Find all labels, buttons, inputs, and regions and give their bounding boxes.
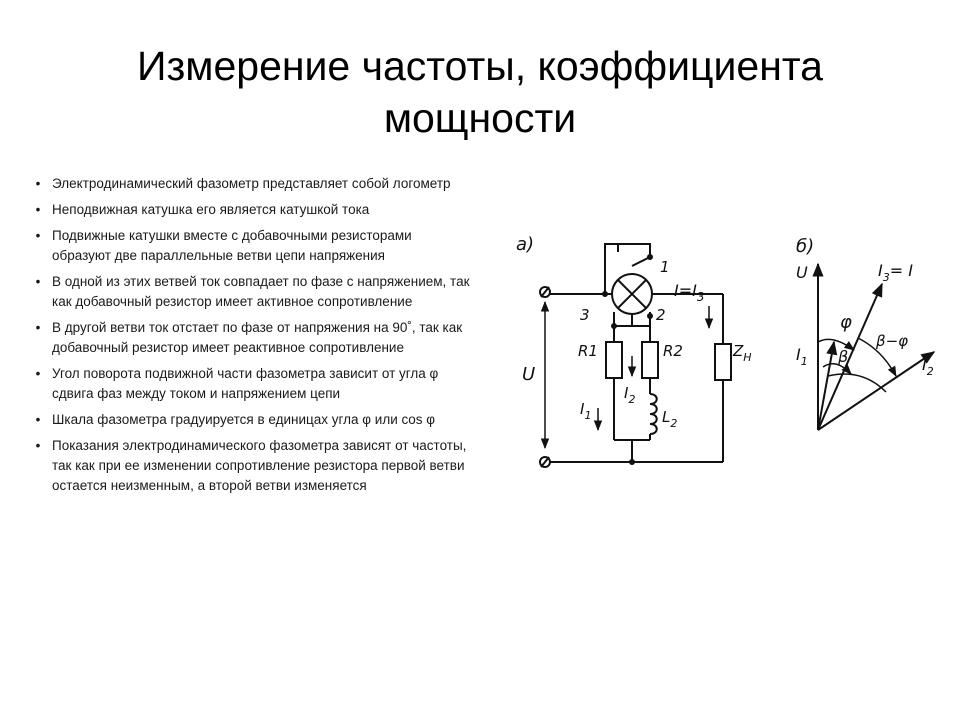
load-label-z: $Z_Н$ bbox=[733, 342, 752, 364]
bullet-item bbox=[30, 226, 470, 266]
circuit-arrows bbox=[545, 302, 709, 448]
circuit-labels bbox=[516, 234, 752, 430]
vector-label-b: б) bbox=[796, 236, 815, 257]
circuit-schematic bbox=[540, 244, 731, 467]
bullet-text: Показания электродинамического фазометра зависят от частоты, так как при ее изменении сопротивление резистора первой ветви остается неизменным, а второй ветви изменяется bbox=[52, 438, 467, 493]
bullet-glyph: • bbox=[35, 412, 41, 427]
node-dot bbox=[647, 254, 653, 260]
phasemeter-diagram bbox=[510, 222, 950, 474]
bullet-item bbox=[30, 318, 470, 358]
current-label-i1: $I_1$ bbox=[580, 400, 592, 422]
load-resistor-zn bbox=[715, 344, 731, 380]
angle-arc-phi bbox=[818, 339, 854, 350]
bullet-text: Неподвижная катушка его является катушкой тока bbox=[52, 202, 370, 217]
bullet-glyph: • bbox=[35, 202, 41, 217]
bullet-text: В одной из этих ветвей ток совпадает по фазе с напряжением, так как добавочный резистор имеет активное сопротивление bbox=[52, 274, 470, 309]
vector-label-i2: $I_2$ bbox=[922, 355, 934, 378]
bullet-item bbox=[30, 272, 470, 312]
slide-title: Измерение частоты, коэффициента мощности bbox=[137, 43, 823, 141]
resistor-r1 bbox=[606, 342, 622, 378]
vector-label-beta: β bbox=[838, 347, 849, 366]
inductor-l2 bbox=[650, 394, 657, 434]
bullet-item bbox=[30, 436, 470, 496]
coil-label-1: 1 bbox=[660, 258, 670, 276]
vector-label-u: U bbox=[796, 263, 808, 282]
bullet-glyph: • bbox=[35, 176, 41, 191]
node-dot bbox=[647, 313, 653, 319]
coil-label-3: 3 bbox=[580, 306, 590, 324]
coil-label-2: 2 bbox=[656, 306, 666, 324]
bullet-text: Электродинамический фазометр представляет собой логометр bbox=[52, 176, 451, 191]
voltage-label-u: U bbox=[522, 364, 536, 385]
vector-i1 bbox=[818, 342, 834, 430]
bullet-item bbox=[30, 174, 470, 194]
bullet-item bbox=[30, 364, 470, 404]
bullet-text: Подвижные катушки вместе с добавочными резисторами образуют две параллельные ветви цепи напряжения bbox=[52, 228, 412, 263]
bullet-list bbox=[30, 174, 470, 502]
bullet-text: Шкала фазометра градуируется в единицах угла φ или cos φ bbox=[52, 412, 436, 427]
vector-label-phi: φ bbox=[840, 312, 852, 333]
vector-labels bbox=[796, 236, 934, 378]
current-label-i: $I=I_3$ bbox=[674, 281, 705, 304]
bullet-item bbox=[30, 200, 470, 220]
node-dot bbox=[629, 459, 635, 465]
vector-label-i3: $I_3= I$ bbox=[878, 261, 913, 284]
bullet-glyph: • bbox=[35, 320, 41, 335]
resistor-label-r1: R1 bbox=[578, 342, 598, 360]
bullet-glyph: • bbox=[35, 438, 41, 453]
bullet-glyph: • bbox=[35, 228, 41, 243]
bullet-item bbox=[30, 410, 470, 430]
node-dot bbox=[611, 323, 617, 329]
resistor-r2 bbox=[642, 342, 658, 378]
circuit-label-a: а) bbox=[516, 234, 535, 255]
resistor-label-r2: R2 bbox=[663, 342, 683, 360]
node-dot bbox=[602, 291, 608, 297]
bullet-glyph: • bbox=[35, 274, 41, 289]
bullet-text: Угол поворота подвижной части фазометра зависит от угла φ сдвига фаз между током и напряжением цепи bbox=[52, 366, 439, 401]
phasemeter-figure bbox=[510, 222, 950, 474]
bullet-text: В другой ветви ток отстает по фазе от напряжения на 90˚, так как добавочный резистор имеет реактивное сопротивление bbox=[52, 320, 463, 355]
inductor-label-l2: $L_2$ bbox=[662, 408, 678, 430]
vector-label-i1: $I_1$ bbox=[796, 345, 808, 368]
current-label-i2: $I_2$ bbox=[624, 384, 636, 406]
bullet-glyph: • bbox=[35, 366, 41, 381]
vector-label-beta-phi: β−φ bbox=[876, 332, 909, 350]
